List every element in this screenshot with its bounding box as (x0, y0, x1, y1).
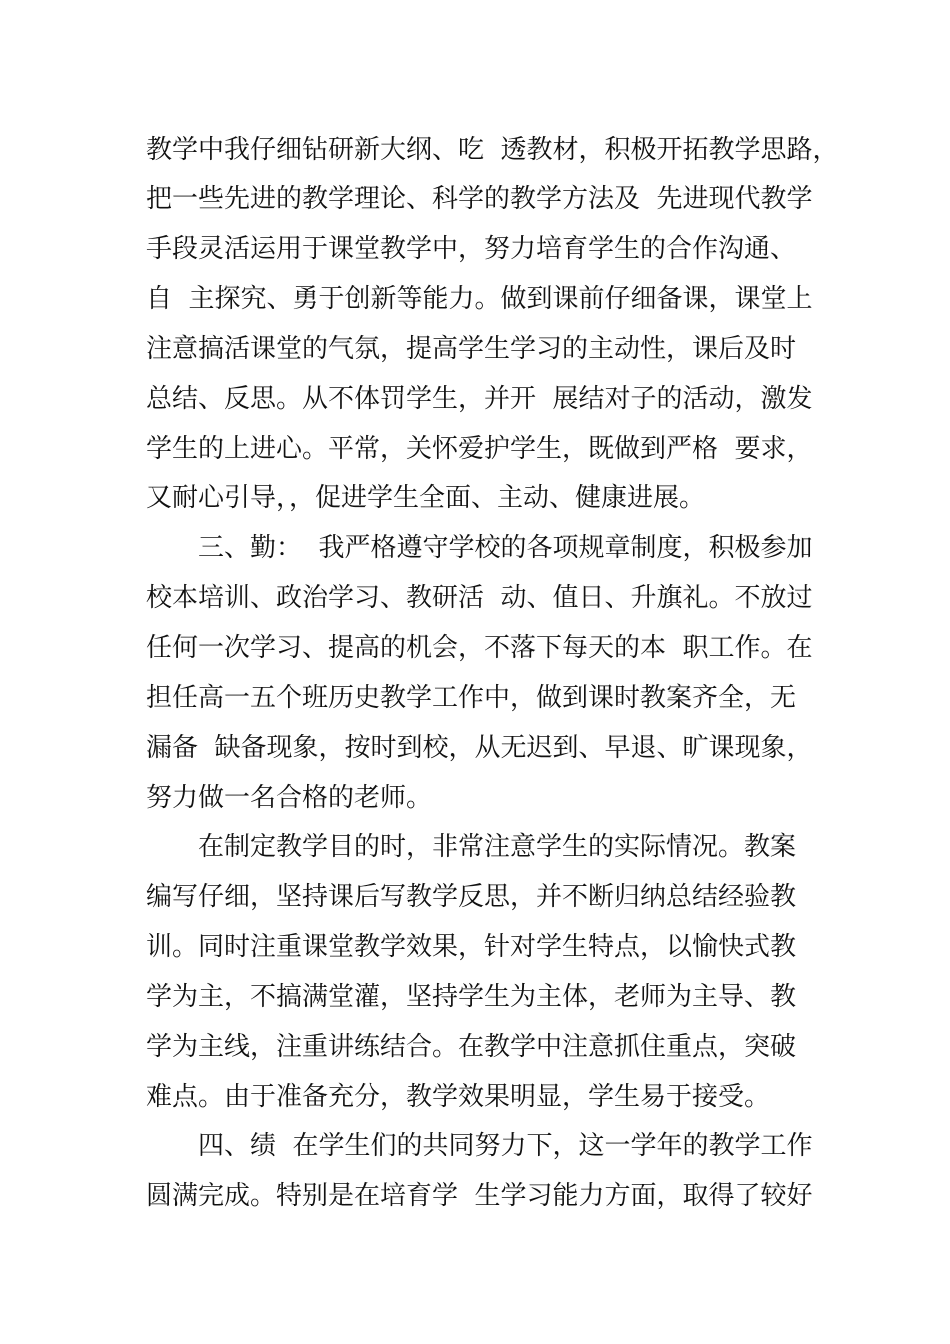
text-line: 努力做一名合格的老师。 (146, 783, 433, 813)
text-line: 漏备 缺备现象，按时到校，从无迟到、早退、旷课现象， (146, 733, 813, 763)
paragraph-start-line: 三、勤： 我严格遵守学校的各项规章制度，积极参加 (198, 533, 813, 563)
text-line: 总结、反思。从不体罚学生，并开 展结对子的活动，激发 (146, 384, 813, 414)
text-line: 训。同时注重课堂教学效果，针对学生特点，以愉快式教 (146, 932, 797, 962)
text-line: 自 主探究、勇于创新等能力。做到课前仔细备课，课堂上 (146, 284, 813, 314)
text-line: 学为主线，注重讲练结合。在教学中注意抓住重点，突破 (146, 1032, 797, 1062)
text-line: 手段灵活运用于课堂教学中，努力培育学生的合作沟通、 (146, 234, 797, 264)
text-line: 又耐心引导，，促进学生全面、主动、健康进展。 (146, 483, 706, 513)
paragraph-start-line: 四、绩 在学生们的共同努力下，这一学年的教学工作 (198, 1131, 813, 1161)
text-line: 注意搞活课堂的气氛，提高学生学习的主动性，课后及时 (146, 334, 797, 364)
text-line: 编写仔细，坚持课后写教学反思，并不断归纳总结经验教 (146, 882, 797, 912)
text-line: 学生的上进心。平常，关怀爱护学生，既做到严格 要求， (146, 434, 813, 464)
text-line: 圆满完成。特别是在培育学 生学习能力方面，取得了较好 (146, 1181, 813, 1211)
paragraph-start-line: 在制定教学目的时，非常注意学生的实际情况。教案 (198, 832, 797, 862)
text-line: 任何一次学习、提高的机会，不落下每天的本 职工作。在 (146, 633, 813, 663)
text-line: 教学中我仔细钻研新大纲、吃 透教材，积极开拓教学思路， (146, 135, 839, 165)
text-line: 校本培训、政治学习、教研活 动、值日、升旗礼。不放过 (146, 583, 813, 613)
text-line: 难点。由于准备充分，教学效果明显，学生易于接受。 (146, 1082, 771, 1112)
text-line: 担任高一五个班历史教学工作中，做到课时教案齐全，无 (146, 683, 797, 713)
text-line: 学为主，不搞满堂灌，坚持学生为主体，老师为主导、教 (146, 982, 797, 1012)
text-line: 把一些先进的教学理论、科学的教学方法及 先进现代教学 (146, 184, 813, 214)
